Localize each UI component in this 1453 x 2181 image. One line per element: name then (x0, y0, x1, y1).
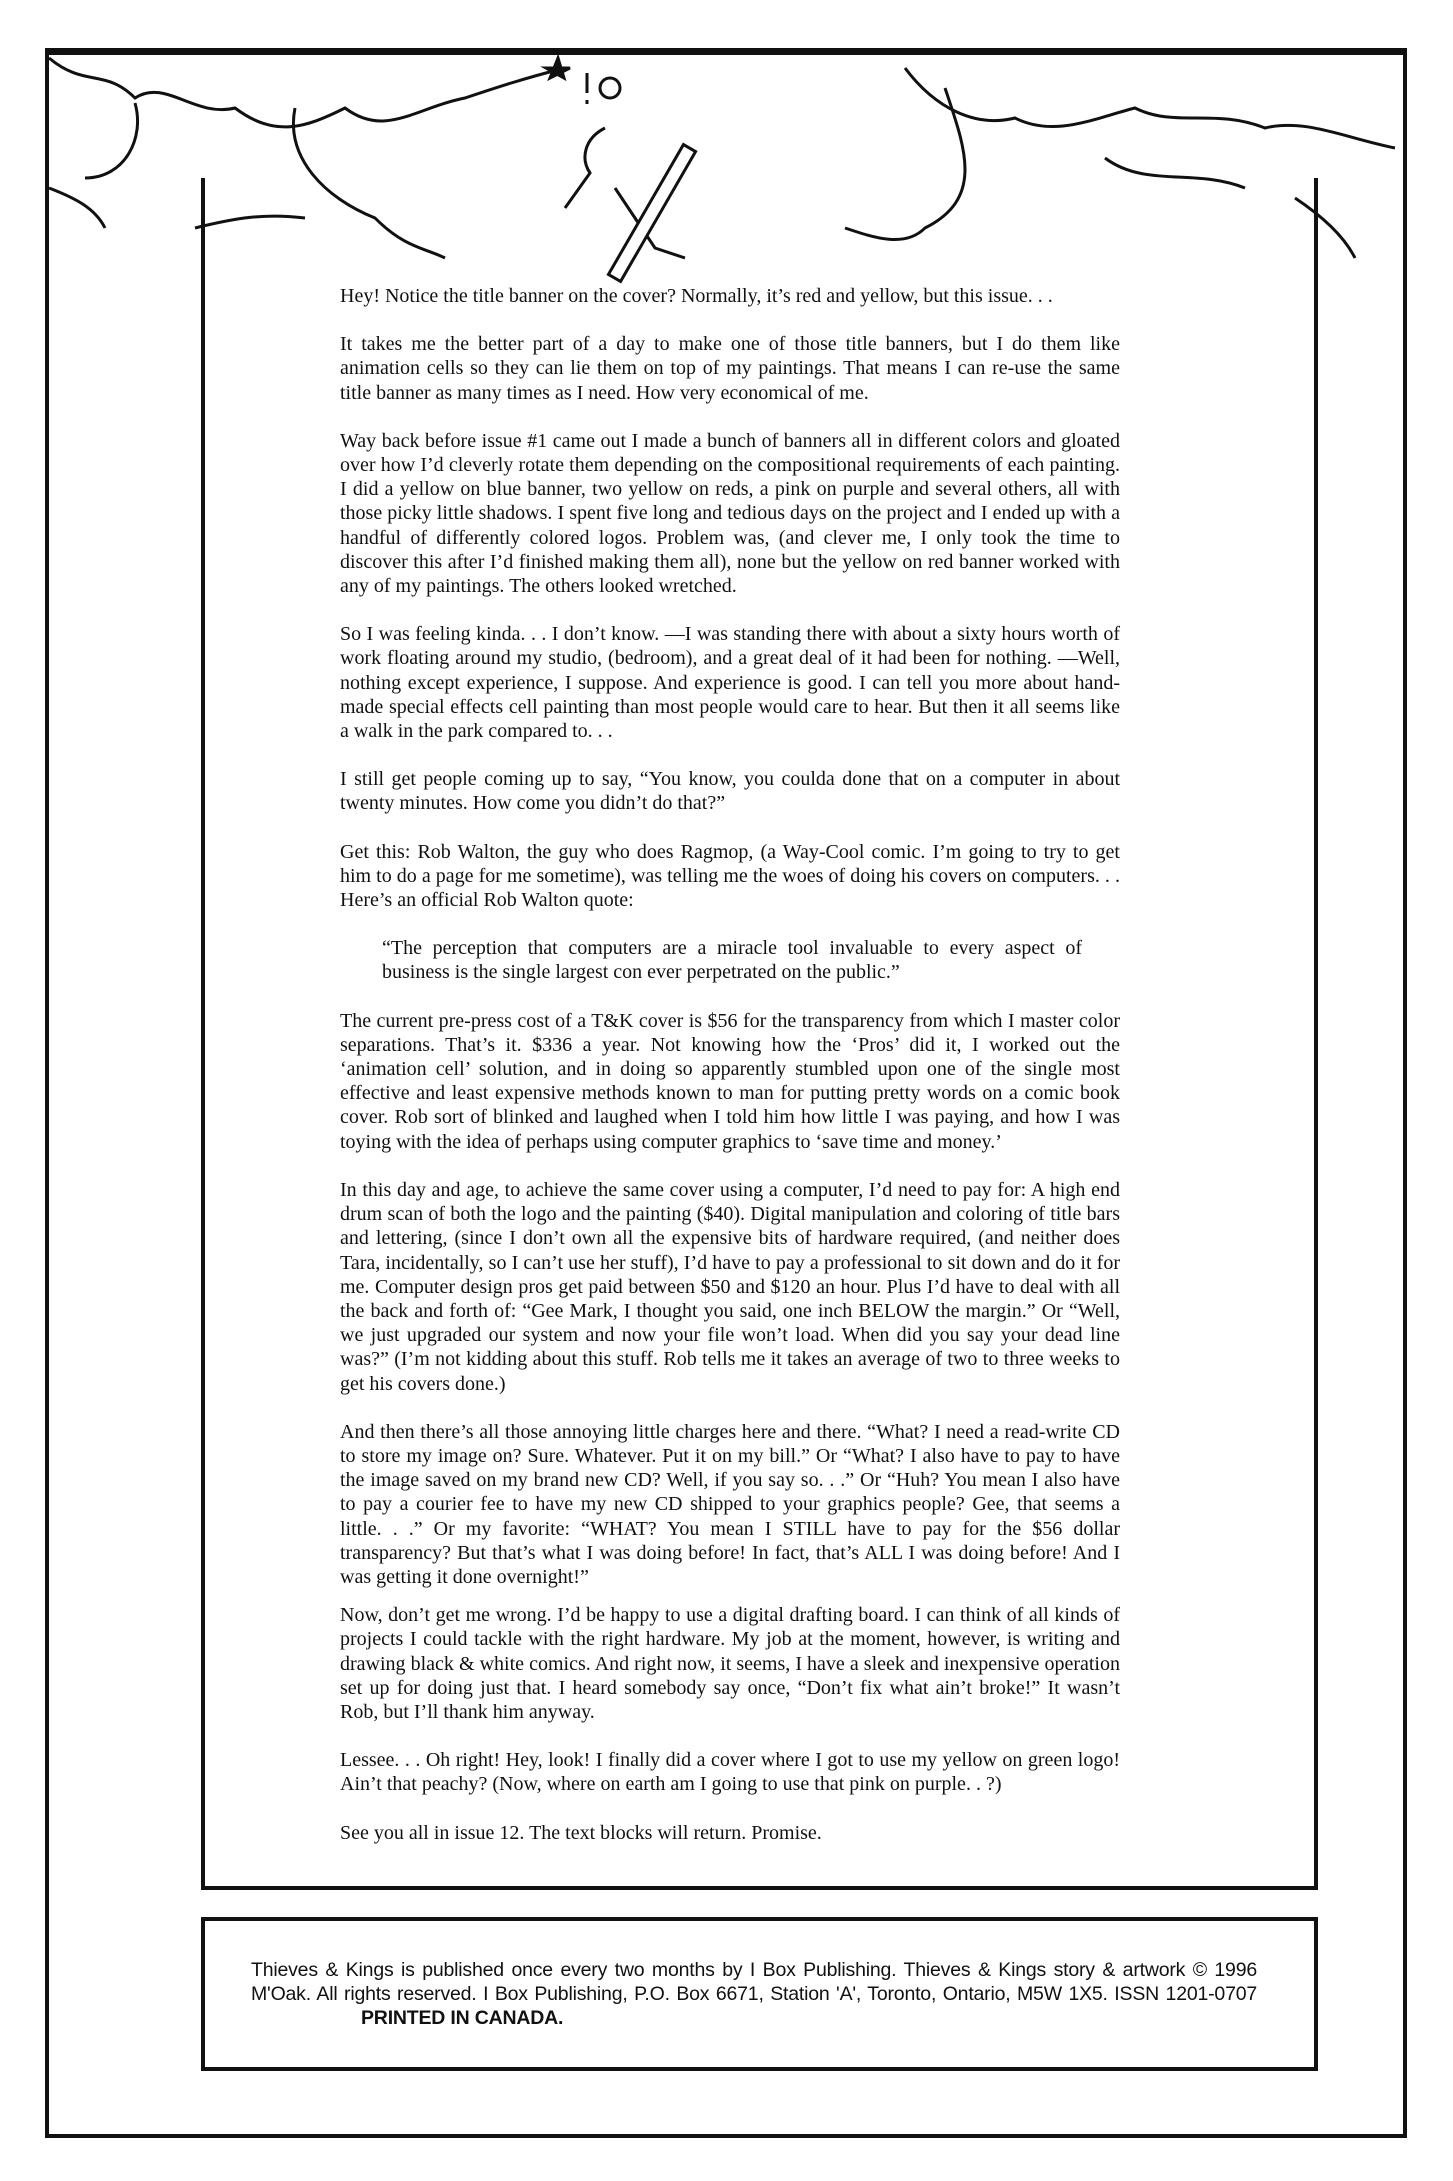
printed-in-canada: PRINTED IN CANADA. (361, 2007, 564, 2029)
paragraph: Way back before issue #1 came out I made a bunch of banners all in different colors and gloated over how I’d cleverly rotate them depending on the compositional requirements of each painting. I did a yellow on blue banner, two yellow on reds, a pink on purple and several others, all with those picky little shadows. I spent five long and tedious days on the project and I ended up with a handful of differently colored logos. Problem was, (and clever me, I only took the time to discover this after I’d finished making them all), none but the yellow on red banner worked with any of my paintings. The others looked wretched. (340, 429, 1120, 598)
paragraph: In this day and age, to achieve the same cover using a computer, I’d need to pay for: A high end drum scan of both the logo and the painting ($40). Digital manipulation and coloring of title bars and lettering, (since I don’t own all the expensive bits of hardware required, (and neither does Tara, incidentally, so I can’t use her stuff), I’d have to pay a professional to sit down and do it for me. Computer design pros get paid between $50 and $120 an hour. Plus I’d have to deal with all the back and forth of: “Gee Mark, I thought you said, one inch BELOW the margin.” Or “Well, we just upgraded our system and now your file won’t load. When did you say your dead line was?” (I’m not kidding about this stuff. Rob tells me it takes an average of two to three weeks to get his covers done.) (340, 1178, 1120, 1395)
letter-body (340, 284, 1120, 1869)
paragraph: Lessee. . . Oh right! Hey, look! I finally did a cover where I got to use my yellow on green logo! Ain’t that peachy? (Now, where on earth am I going to use that pink on purple. . ?) (340, 1749, 1120, 1796)
publication-info (251, 1958, 1257, 2030)
paragraph: And then there’s all those annoying little charges here and there. “What? I need a read-write CD to store my image on? Sure. Whatever. Put it on my bill.” Or “What? I also have to pay to have the image saved on my brand new CD? Well, if you say so. . .” Or “Huh? You mean I also have to pay a courier fee to have my new CD shipped to your graphics people? Gee, that seems a little. . .” Or my favorite: “WHAT? You mean I STILL have to pay for the $56 dollar transparency? But that’s what I was doing before! In fact, that’s ALL I was doing before! And I was getting it done overnight!” (340, 1420, 1120, 1588)
paragraph: It takes me the better part of a day to make one of those title banners, but I do them like animation cells so they can lie them on top of my paintings. That means I can re-use the same title banner as many times as I need. How very economical of me. (340, 333, 1120, 404)
paragraph: Get this: Rob Walton, the guy who does Ragmop, (a Way-Cool comic. I’m going to try to get him to do a page for me sometime), was telling me the woes of doing his covers on computers. . . Here’s an official Rob Walton quote: (340, 840, 1120, 912)
paragraph: The current pre-press cost of a T&K cover is $56 for the transparency from which I master color separations. That’s it. $336 a year. Not knowing how the ‘Pros’ did it, I worked out the ‘animation cell’ solution, and in doing so apparently stumbled upon one of the single most effective and least expensive methods known to man for putting pretty words on a comic book cover. Rob sort of blinked and laughed when I told him how little I was paying, and how I was toying with the idea of perhaps using computer graphics to ‘save time and money.’ (340, 1009, 1120, 1153)
paragraph: Now, don’t get me wrong. I’d be happy to use a digital drafting board. I can think of all kinds of projects I could tackle with the right hardware. My job at the moment, however, is writing and drawing black & white comics. And right now, it seems, I have a sleek and inexpensive operation set up for doing just that. I heard somebody say once, “Don’t fix what ain’t broke!” It wasn’t Rob, but I’ll thank him anyway. (340, 1604, 1120, 1723)
indicia-text: Thieves & Kings is published once every two months by I Box Publishing. Thieves & Kings story & artwork © 1996 M'Oak. All rights reserved. I Box Publishing, P.O. Box 6671, Station 'A', Toronto, Ontario, M5W 1X5. ISSN 1201-0707 (251, 1959, 1257, 2005)
block-quote: “The perception that computers are a miracle tool invaluable to every aspect of business is the single largest con ever perpetrated on the public.” (382, 937, 1082, 984)
publication-info-box (201, 1917, 1318, 2071)
paragraph: I still get people coming up to say, “You know, you coulda done that on a computer in about twenty minutes. How come you didn’t do that?” (340, 768, 1120, 815)
paragraph: So I was feeling kinda. . . I don’t know. —I was standing there with about a sixty hours worth of work floating around my studio, (bedroom), and a great deal of it had been for nothing. —Well, nothing except experience, I suppose. And experience is good. I can tell you more about hand-made special effects cell painting than most people would care to hear. But then it all seems like a walk in the park compared to. . . (340, 623, 1120, 743)
paragraph: See you all in issue 12. The text blocks will return. Promise. (340, 1821, 822, 1844)
paragraph: Hey! Notice the title banner on the cover? Normally, it’s red and yellow, but this issue. . . (340, 285, 1053, 307)
